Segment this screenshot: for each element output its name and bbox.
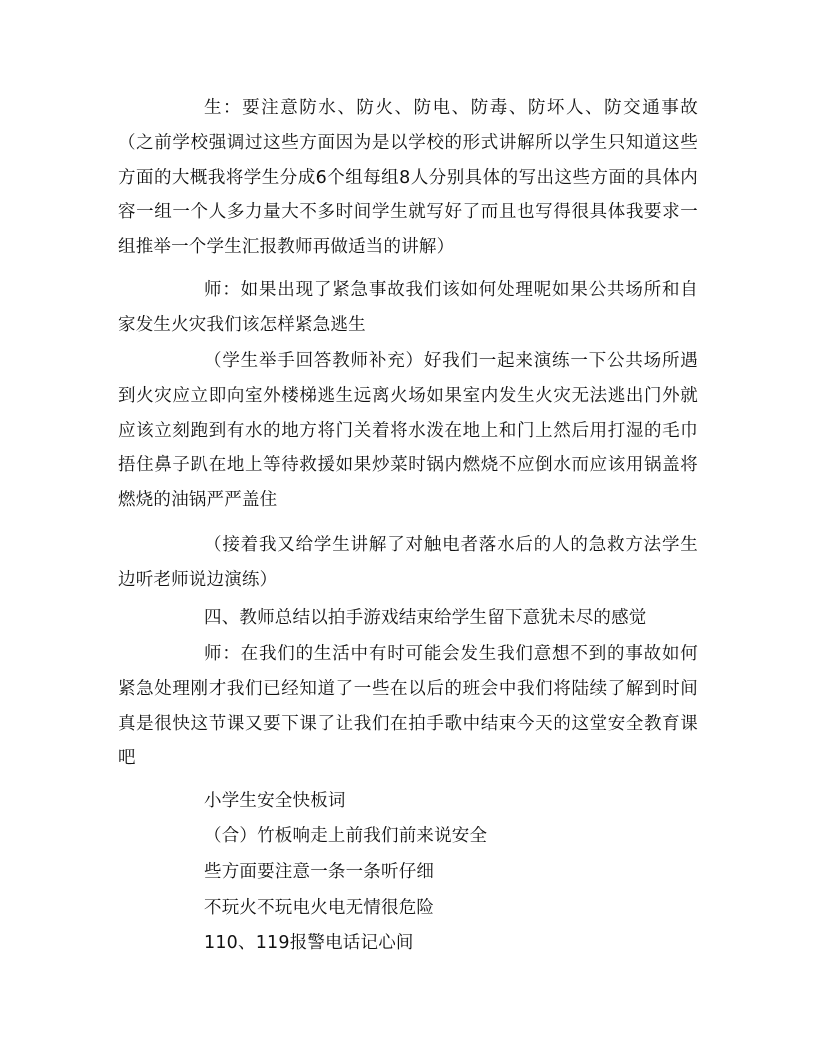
paragraph-teacher-question: 师：如果出现了紧急事故我们该如何处理呢如果公共场所和自家发生火灾我们该怎样紧急逃生 — [118, 280, 698, 335]
paragraph-fire-drill: （学生举手回答教师补充）好我们一起来演练一下公共场所遇到火灾应立即向室外楼梯逃生远离火场如果室内发生火灾无法逃出门外就应该立刻跑到有水的地方将门关着将水泼在地上和门上然后用打湿的毛巾捂住鼻子趴在地上等待救援如果炒菜时锅内燃烧不应倒水而应该用锅盖将燃烧的油锅严严盖住 — [118, 351, 698, 511]
paragraph-first-aid: （接着我又给学生讲解了对触电者落水后的人的急救方法学生边听老师说边演练） — [118, 535, 698, 590]
poem-line: 不玩火不玩电火电无情很危险 — [204, 898, 435, 918]
poem-line: （合）竹板响走上前我们前来说安全 — [204, 826, 488, 846]
poem-line: 110、119报警电话记心间 — [204, 933, 414, 953]
poem-title: 小学生安全快板词 — [204, 791, 346, 811]
poem-line: 些方面要注意一条一条听仔细 — [204, 862, 435, 882]
paragraph-summary-heading: 四、教师总结以拍手游戏结束给学生留下意犹未尽的感觉 — [204, 608, 647, 628]
paragraph-student-answer: 生：要注意防水、防火、防电、防毒、防坏人、防交通事故（之前学校强调过这些方面因为是以学校的形式讲解所以学生只知道这些方面的大概我将学生分成6个组每组8人分别具体的写出这些方面的具体内容一组一个人多力量大不多时间学生就写好了而且也写得很具体我要求一组推举一个学生汇报教师再做适当的讲解） — [118, 98, 698, 258]
paragraph-teacher-conclusion: 师：在我们的生活中有时可能会发生我们意想不到的事故如何紧急处理刚才我们已经知道了一些在以后的班会中我们将陆续了解到时间真是很快这节课又要下课了让我们在拍手歌中结束今天的这堂安全教育课吧 — [118, 644, 698, 769]
